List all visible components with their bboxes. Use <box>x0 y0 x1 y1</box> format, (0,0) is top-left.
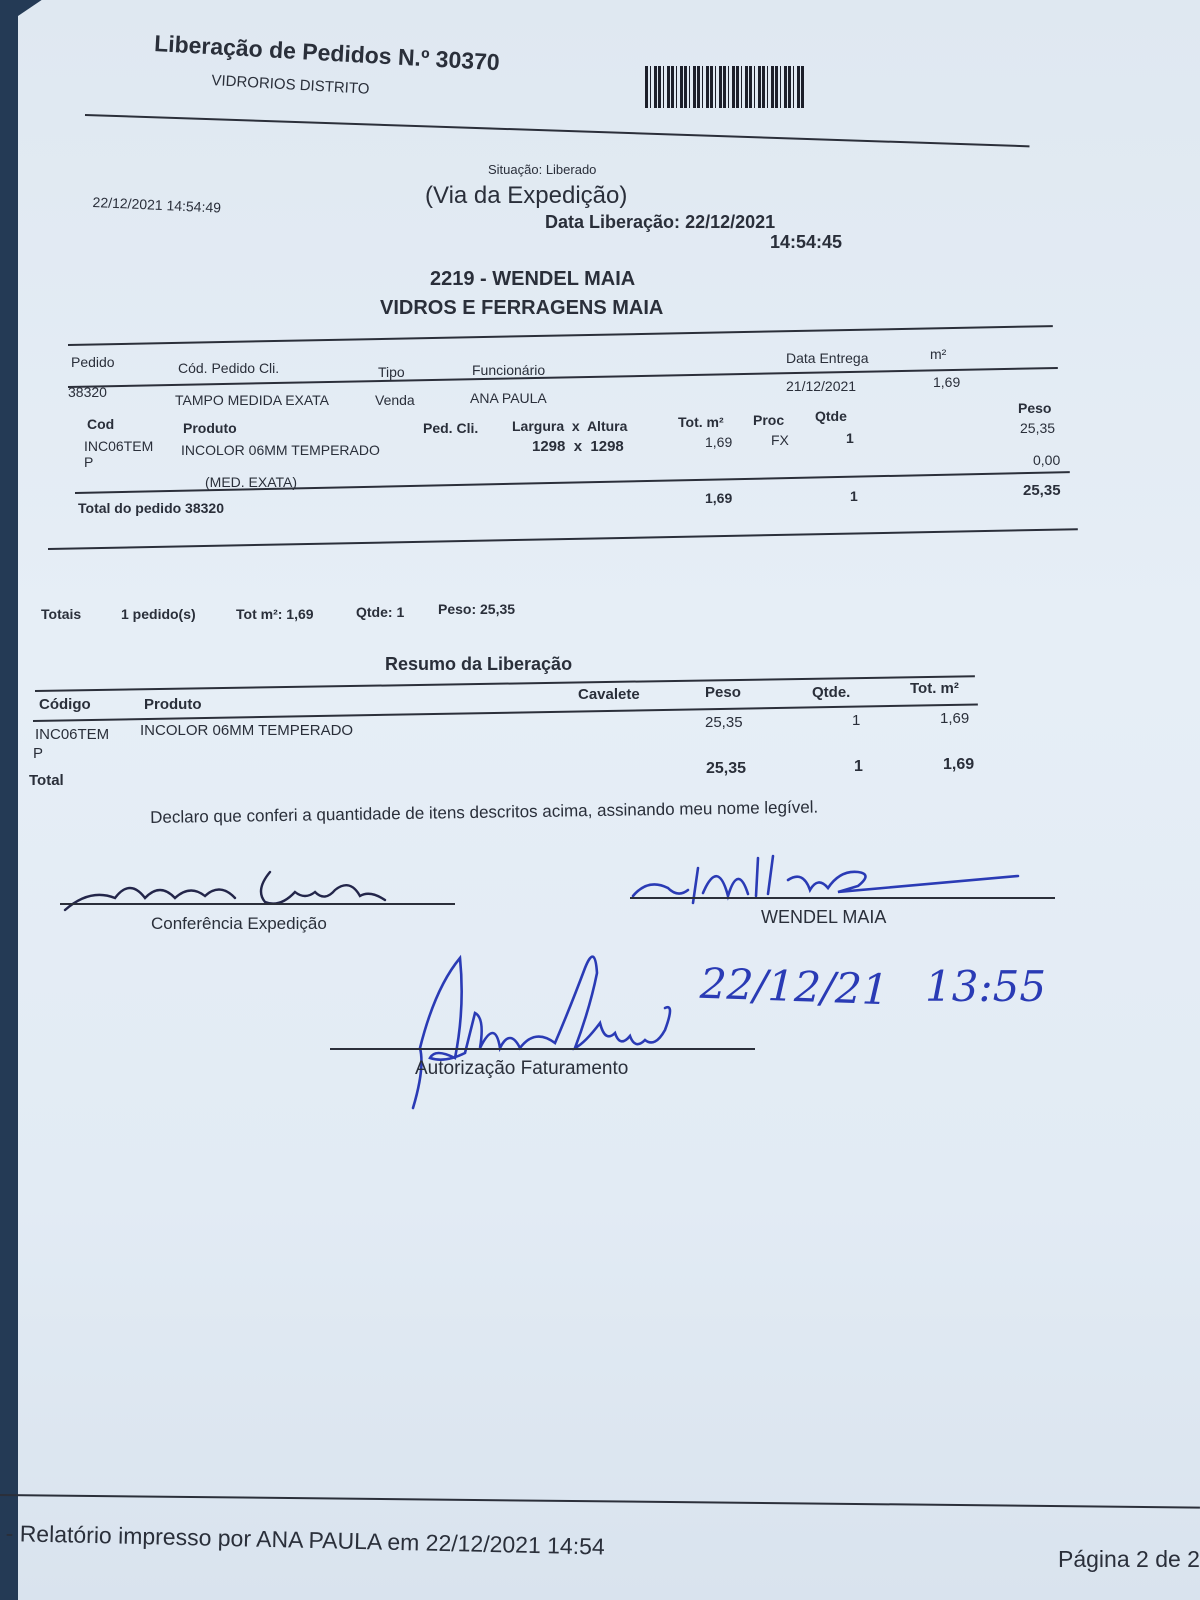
autorizacao-signature-line <box>330 1048 755 1050</box>
printed-timestamp: 22/12/2021 14:54:49 <box>92 194 222 216</box>
resumo-total-tot-m2: 1,69 <box>943 756 975 773</box>
resumo-header-peso: Peso <box>705 684 741 701</box>
resumo-title: Resumo da Liberação <box>385 654 573 674</box>
totals-label: Totais <box>41 606 82 622</box>
col-header-data-entrega: Data Entrega <box>786 350 869 366</box>
item-cod-line2: P <box>84 454 94 470</box>
via-label: (Via da Expedição) <box>425 182 628 209</box>
item-header-ped-cli: Ped. Cli. <box>423 420 479 436</box>
item-header-qtde: Qtde <box>815 408 847 424</box>
col-header-m2: m² <box>930 346 947 362</box>
item-header-peso: Peso <box>1018 400 1052 416</box>
item-proc: FX <box>771 432 789 448</box>
conferencia-signature-line <box>60 903 455 905</box>
resumo-header-tot-m2: Tot. m² <box>910 680 959 697</box>
item-header-tot-m2: Tot. m² <box>678 414 724 430</box>
col-header-funcionario: Funcionário <box>472 362 546 378</box>
resumo-header-qtde: Qtde. <box>812 684 851 701</box>
order-pedido-value: 38320 <box>68 384 107 400</box>
item-peso-extra: 0,00 <box>1033 452 1061 468</box>
order-total-m2: 1,69 <box>705 490 733 506</box>
release-date-value: 22/12/2021 <box>685 212 776 232</box>
col-header-pedido: Pedido <box>71 354 115 370</box>
resumo-header-codigo: Código <box>39 696 91 713</box>
resumo-total-label: Total <box>29 772 64 789</box>
handwritten-time: 13:55 <box>925 962 1047 1011</box>
item-peso: 25,35 <box>1020 420 1056 436</box>
item-header-cod: Cod <box>87 416 115 432</box>
resumo-tot-m2: 1,69 <box>940 710 970 727</box>
cliente-signature-line <box>630 897 1055 899</box>
item-dimensions: 1298 x 1298 <box>532 438 624 455</box>
resumo-qtde: 1 <box>852 712 861 729</box>
order-cod-pedido-cli-value: TAMPO MEDIDA EXATA <box>175 392 330 408</box>
item-qtde: 1 <box>846 430 854 446</box>
footer-page-number: Página 2 de 2 <box>1058 1546 1200 1572</box>
resumo-produto: INCOLOR 06MM TEMPERADO <box>140 722 354 739</box>
conferencia-signature <box>60 860 400 920</box>
cliente-label: WENDEL MAIA <box>761 907 887 927</box>
item-tot-m2: 1,69 <box>705 434 733 450</box>
order-total-peso: 25,35 <box>1023 482 1061 499</box>
order-m2-value: 1,69 <box>933 374 961 390</box>
col-header-tipo: Tipo <box>378 364 405 380</box>
company-name: VIDRORIOS DISTRITO <box>211 72 370 98</box>
resumo-codigo-line1: INC06TEM <box>35 726 110 743</box>
order-total-label: Total do pedido 38320 <box>78 500 224 516</box>
document-title: Liberação de Pedidos N.º 30370 <box>153 30 501 76</box>
footer-printed-by: - Relatório impresso por ANA PAULA em 22/12/2021 14:54 <box>5 1520 606 1560</box>
item-cod-line1: INC06TEM <box>84 438 154 454</box>
resumo-header-produto: Produto <box>144 696 202 713</box>
totals-pedidos: 1 pedido(s) <box>121 606 196 622</box>
order-funcionario-value: ANA PAULA <box>470 390 547 406</box>
order-total-qtde: 1 <box>850 488 858 504</box>
totals-qtde: Qtde: 1 <box>356 604 405 620</box>
totals-tot-m2: Tot m²: 1,69 <box>236 606 314 622</box>
barcode <box>645 66 805 108</box>
client-code-name: 2219 - WENDEL MAIA <box>430 268 636 290</box>
declaration-text: Declaro que conferi a quantidade de itens descritos acima, assinando meu nome legível. <box>150 797 819 827</box>
item-header-largura-altura: Largura x Altura <box>512 418 628 434</box>
release-date-label <box>545 212 775 233</box>
order-data-entrega-value: 21/12/2021 <box>786 378 857 394</box>
conferencia-label: Conferência Expedição <box>151 914 327 933</box>
item-produto: INCOLOR 06MM TEMPERADO <box>181 442 380 458</box>
release-date-caption: Data Liberação: <box>545 212 681 232</box>
handwritten-date: 22/12/21 <box>699 958 890 1015</box>
resumo-total-qtde: 1 <box>854 758 863 775</box>
item-header-produto: Produto <box>183 420 237 436</box>
resumo-total-peso: 25,35 <box>706 760 747 777</box>
autorizacao-label: Autorização Faturamento <box>415 1058 629 1079</box>
item-obs: (MED. EXATA) <box>205 474 298 490</box>
resumo-peso: 25,35 <box>705 714 743 731</box>
order-tipo-value: Venda <box>375 392 415 408</box>
resumo-header-cavalete: Cavalete <box>578 686 640 703</box>
col-header-cod-pedido-cli: Cód. Pedido Cli. <box>178 360 280 376</box>
autorizacao-signature <box>405 948 705 1118</box>
status-text: Situação: Liberado <box>488 162 597 177</box>
resumo-codigo-line2: P <box>33 745 44 762</box>
totals-peso: Peso: 25,35 <box>438 601 516 617</box>
client-company: VIDROS E FERRAGENS MAIA <box>380 297 664 319</box>
item-header-proc: Proc <box>753 412 785 428</box>
release-time-value: 14:54:45 <box>770 232 843 252</box>
